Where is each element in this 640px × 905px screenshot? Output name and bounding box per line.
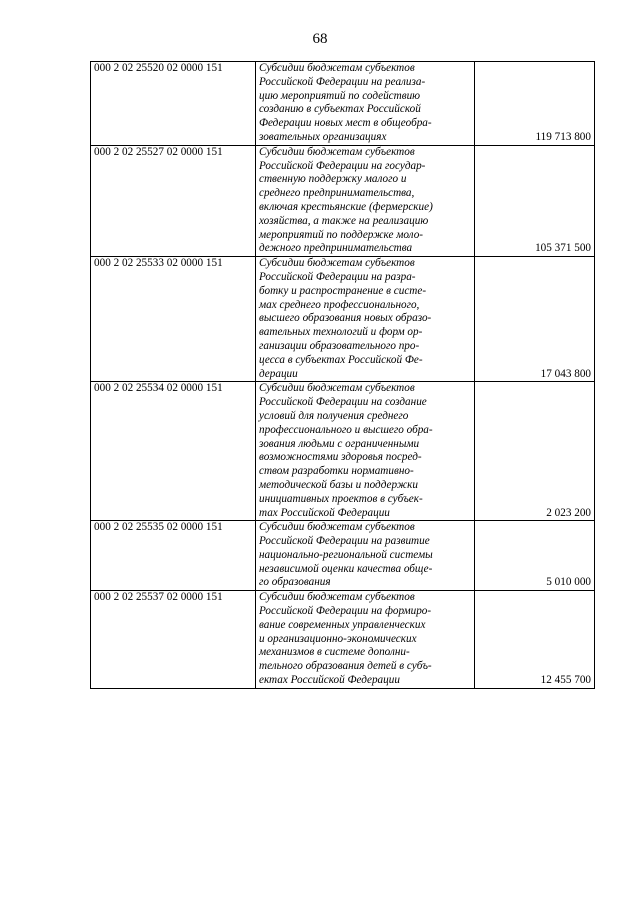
description-line: го образования bbox=[259, 576, 331, 589]
description-cell bbox=[256, 145, 475, 256]
page-number: 68 bbox=[312, 31, 328, 47]
description-line: созданию в субъектах Российской bbox=[259, 103, 421, 116]
description-line: среднего предпринимательства, bbox=[259, 187, 415, 200]
description-cell bbox=[256, 521, 475, 591]
amount-cell: 12 455 700 bbox=[475, 591, 595, 689]
description-cell bbox=[256, 382, 475, 521]
description-line: ботку и распространение в систе- bbox=[259, 284, 427, 297]
description-line: ством разработки нормативно- bbox=[259, 465, 414, 478]
budget-code-cell: 000 2 02 25520 02 0000 151 bbox=[91, 62, 256, 146]
description-line: Субсидии бюджетам субъектов bbox=[259, 145, 415, 158]
amount-cell: 119 713 800 bbox=[475, 62, 595, 146]
budget-code-cell: 000 2 02 25537 02 0000 151 bbox=[91, 591, 256, 689]
description-line: зования людьми с ограниченными bbox=[259, 437, 420, 450]
table-row bbox=[91, 521, 595, 591]
description-line: национально-региональной системы bbox=[259, 548, 433, 561]
description-line: ганизации образовательного про- bbox=[259, 339, 420, 352]
description-line: Федерации новых мест в общеобра- bbox=[259, 117, 432, 130]
description-line: зовательных организациях bbox=[259, 130, 387, 143]
table-row bbox=[91, 591, 595, 689]
description-cell bbox=[256, 62, 475, 146]
description-line: Российской Федерации на формиро- bbox=[259, 605, 432, 618]
budget-code-cell: 000 2 02 25527 02 0000 151 bbox=[91, 145, 256, 256]
description-line: мероприятий по поддержке моло- bbox=[259, 228, 424, 241]
table-row bbox=[91, 62, 595, 146]
description-line: методической базы и поддержки bbox=[259, 478, 419, 491]
description-line: высшего образования новых образо- bbox=[259, 312, 432, 325]
table-row bbox=[91, 382, 595, 521]
budget-code-cell: 000 2 02 25534 02 0000 151 bbox=[91, 382, 256, 521]
description-line: вание современных управленческих bbox=[259, 618, 426, 631]
description-line: ектах Российской Федерации bbox=[259, 674, 400, 687]
description-line: Российской Федерации на государ- bbox=[259, 159, 426, 172]
table-row bbox=[91, 145, 595, 256]
amount-cell: 105 371 500 bbox=[475, 145, 595, 256]
description-line: включая крестьянские (фермерские) bbox=[259, 200, 433, 213]
description-line: возможностями здоровья посред- bbox=[259, 451, 422, 464]
description-line: цию мероприятий по содействию bbox=[259, 89, 421, 102]
amount-cell: 17 043 800 bbox=[475, 257, 595, 382]
description-line: независимой оценки качества обще- bbox=[259, 562, 433, 575]
budget-code-cell: 000 2 02 25535 02 0000 151 bbox=[91, 521, 256, 591]
description-line: дежного предпринимательства bbox=[259, 242, 413, 255]
description-line: Российской Федерации на создание bbox=[259, 396, 427, 409]
description-cell bbox=[256, 591, 475, 689]
description-line: механизмов в системе дополни- bbox=[259, 646, 410, 659]
description-line: цесса в субъектах Российской Фе- bbox=[259, 353, 423, 366]
description-line: вательных технологий и форм ор- bbox=[259, 326, 423, 339]
description-line: Субсидии бюджетам субъектов bbox=[259, 257, 415, 270]
description-line: Субсидии бюджетам субъектов bbox=[259, 382, 415, 395]
description-line: ственную поддержку малого и bbox=[259, 173, 407, 186]
description-line: условий для получения среднего bbox=[259, 409, 409, 422]
description-line: инициативных проектов в субъек- bbox=[259, 492, 423, 505]
description-line: мах среднего профессионального, bbox=[259, 298, 420, 311]
budget-code-cell: 000 2 02 25533 02 0000 151 bbox=[91, 257, 256, 382]
description-cell bbox=[256, 257, 475, 382]
budget-table bbox=[90, 61, 595, 689]
description-line: Субсидии бюджетам субъектов bbox=[259, 521, 415, 534]
description-line: Российской Федерации на развитие bbox=[259, 535, 430, 548]
description-line: Российской Федерации на реализа- bbox=[259, 75, 426, 88]
description-line: Российской Федерации на разра- bbox=[259, 270, 416, 283]
amount-cell: 2 023 200 bbox=[475, 382, 595, 521]
description-line: профессионального и высшего обра- bbox=[259, 423, 433, 436]
table-body bbox=[91, 62, 595, 689]
description-line: тах Российской Федерации bbox=[259, 506, 390, 519]
description-line: Субсидии бюджетам субъектов bbox=[259, 62, 415, 74]
description-line: хозяйства, а также на реализацию bbox=[259, 214, 429, 227]
description-line: дерации bbox=[259, 367, 298, 380]
description-line: Субсидии бюджетам субъектов bbox=[259, 591, 415, 604]
table-row bbox=[91, 257, 595, 382]
description-line: и организационно-экономических bbox=[259, 632, 417, 645]
description-line: тельного образования детей в субъ- bbox=[259, 660, 432, 673]
amount-cell: 5 010 000 bbox=[475, 521, 595, 591]
